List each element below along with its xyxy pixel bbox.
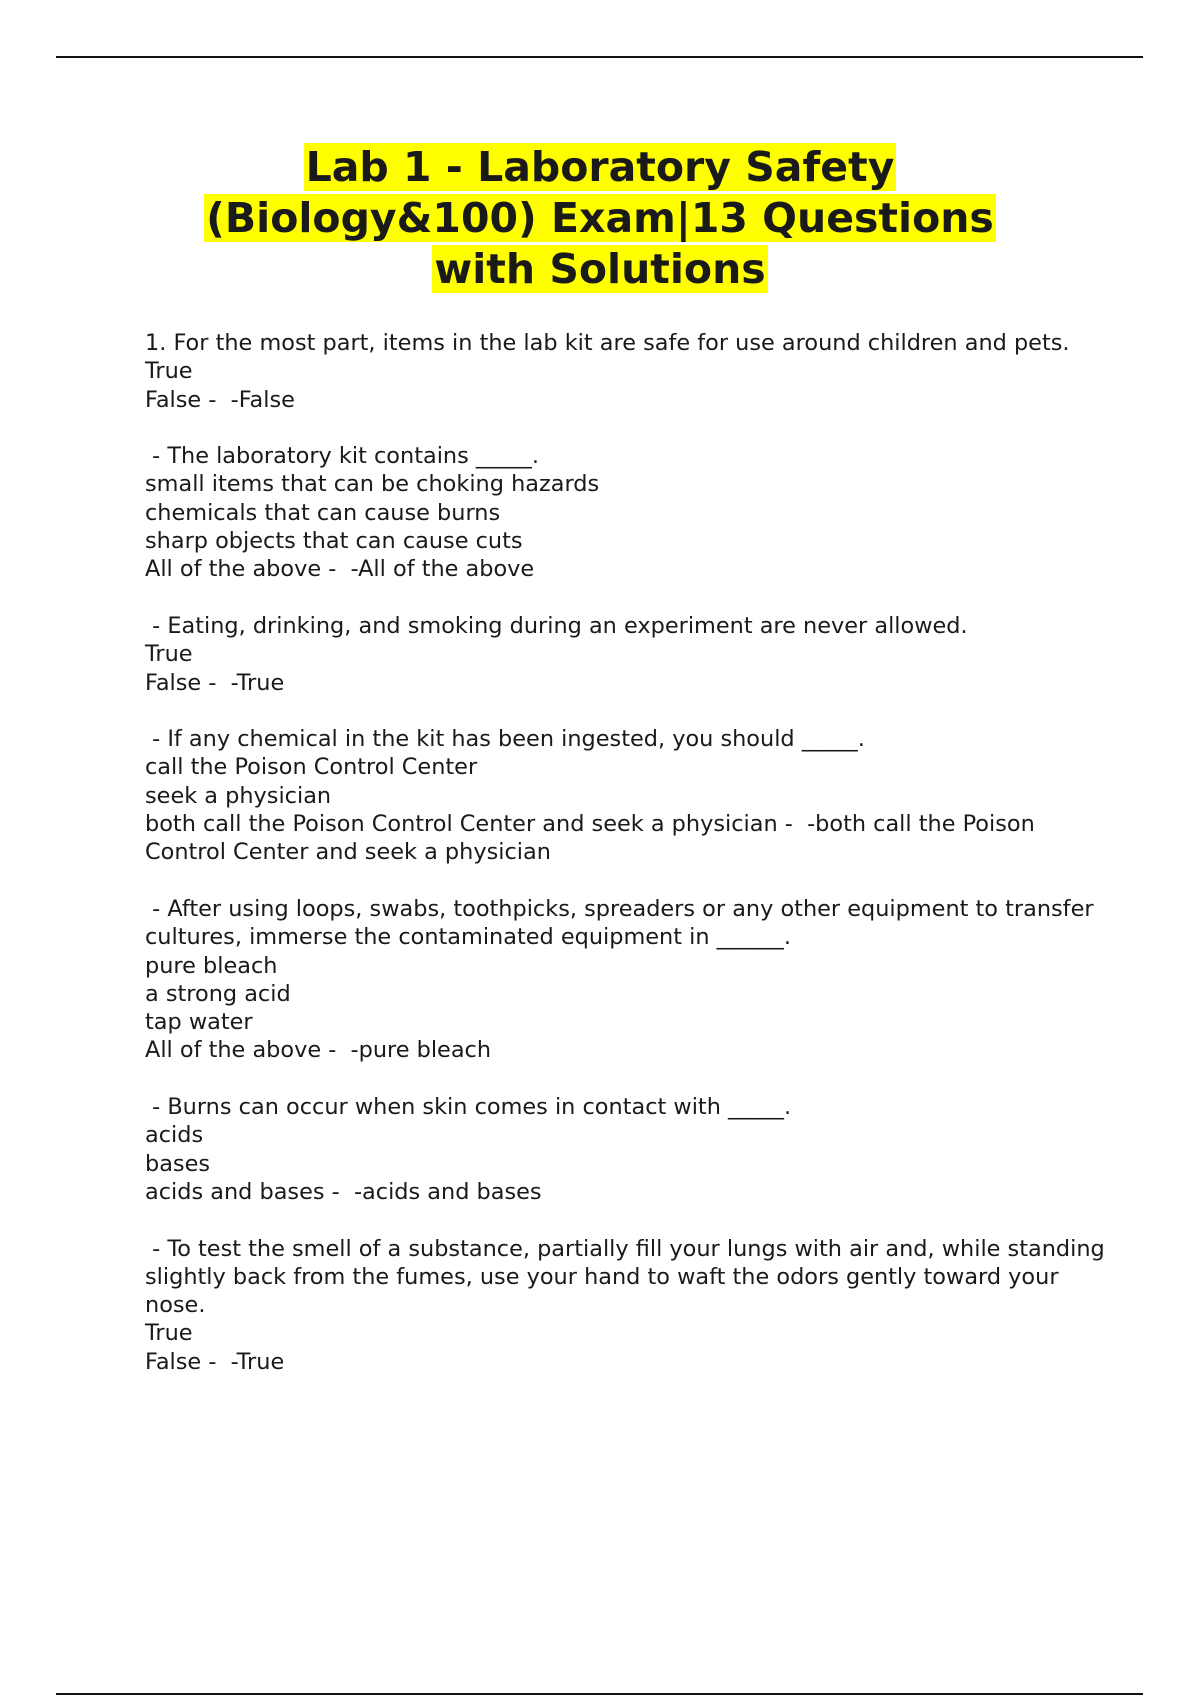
answer-option: pure bleach — [145, 952, 278, 979]
answer-option: both call the Poison Control Center and seek a physician - -both call the Poison Control Center and seek a physician — [145, 811, 1042, 866]
question-text: - After using loops, swabs, toothpicks, spreaders or any other equipment to transfer cultures, immerse the contaminated equipment in ______. — [145, 895, 1101, 951]
answer-option: sharp objects that can cause cuts — [145, 528, 523, 555]
question-block — [145, 612, 1105, 697]
question-block — [145, 895, 1105, 1065]
question-text: - If any chemical in the kit has been ingested, you should _____. — [145, 726, 865, 753]
question-text: - Burns can occur when skin comes in contact with _____. — [145, 1094, 792, 1121]
answer-option: True — [145, 641, 193, 668]
question-block — [145, 725, 1105, 866]
answer-option: True — [145, 1320, 193, 1347]
answer-option: False - -False — [145, 386, 295, 413]
answer-option: All of the above - -pure bleach — [145, 1037, 492, 1064]
question-text: 1. For the most part, items in the lab kit are safe for use around children and pets. — [145, 330, 1070, 356]
top-rule — [56, 56, 1143, 58]
question-text: - Eating, drinking, and smoking during an experiment are never allowed. — [145, 612, 968, 639]
answer-option: chemicals that can cause burns — [145, 499, 501, 526]
answer-option: seek a physician — [145, 782, 332, 809]
question-text: - The laboratory kit contains _____. — [145, 443, 539, 470]
answer-option: a strong acid — [145, 980, 291, 1007]
document-title — [150, 142, 1050, 295]
answer-option: tap water — [145, 1009, 253, 1036]
question-block — [145, 442, 1105, 583]
answer-option: acids — [145, 1122, 204, 1149]
answer-option: call the Poison Control Center — [145, 754, 478, 781]
answer-option: All of the above - -All of the above — [145, 556, 535, 583]
question-block — [145, 329, 1105, 414]
answer-option: True — [145, 358, 193, 385]
answer-option: small items that can be choking hazards — [145, 471, 600, 498]
answer-option: False - -True — [145, 1348, 285, 1375]
question-list — [145, 329, 1112, 1404]
title-highlight: Lab 1 - Laboratory Safety (Biology&100) Exam|13 Questions with Solutions — [206, 143, 994, 293]
answer-option: bases — [145, 1150, 211, 1177]
question-block — [145, 1093, 1105, 1206]
answer-option: False - -True — [145, 669, 285, 696]
bottom-rule — [56, 1693, 1143, 1695]
answer-option: acids and bases - -acids and bases — [145, 1178, 542, 1205]
question-text: - To test the smell of a substance, partially fill your lungs with air and, while standing slightly back from the fumes, use your hand to waft the odors gently toward your nose. — [145, 1235, 1112, 1319]
question-block — [145, 1235, 1112, 1376]
